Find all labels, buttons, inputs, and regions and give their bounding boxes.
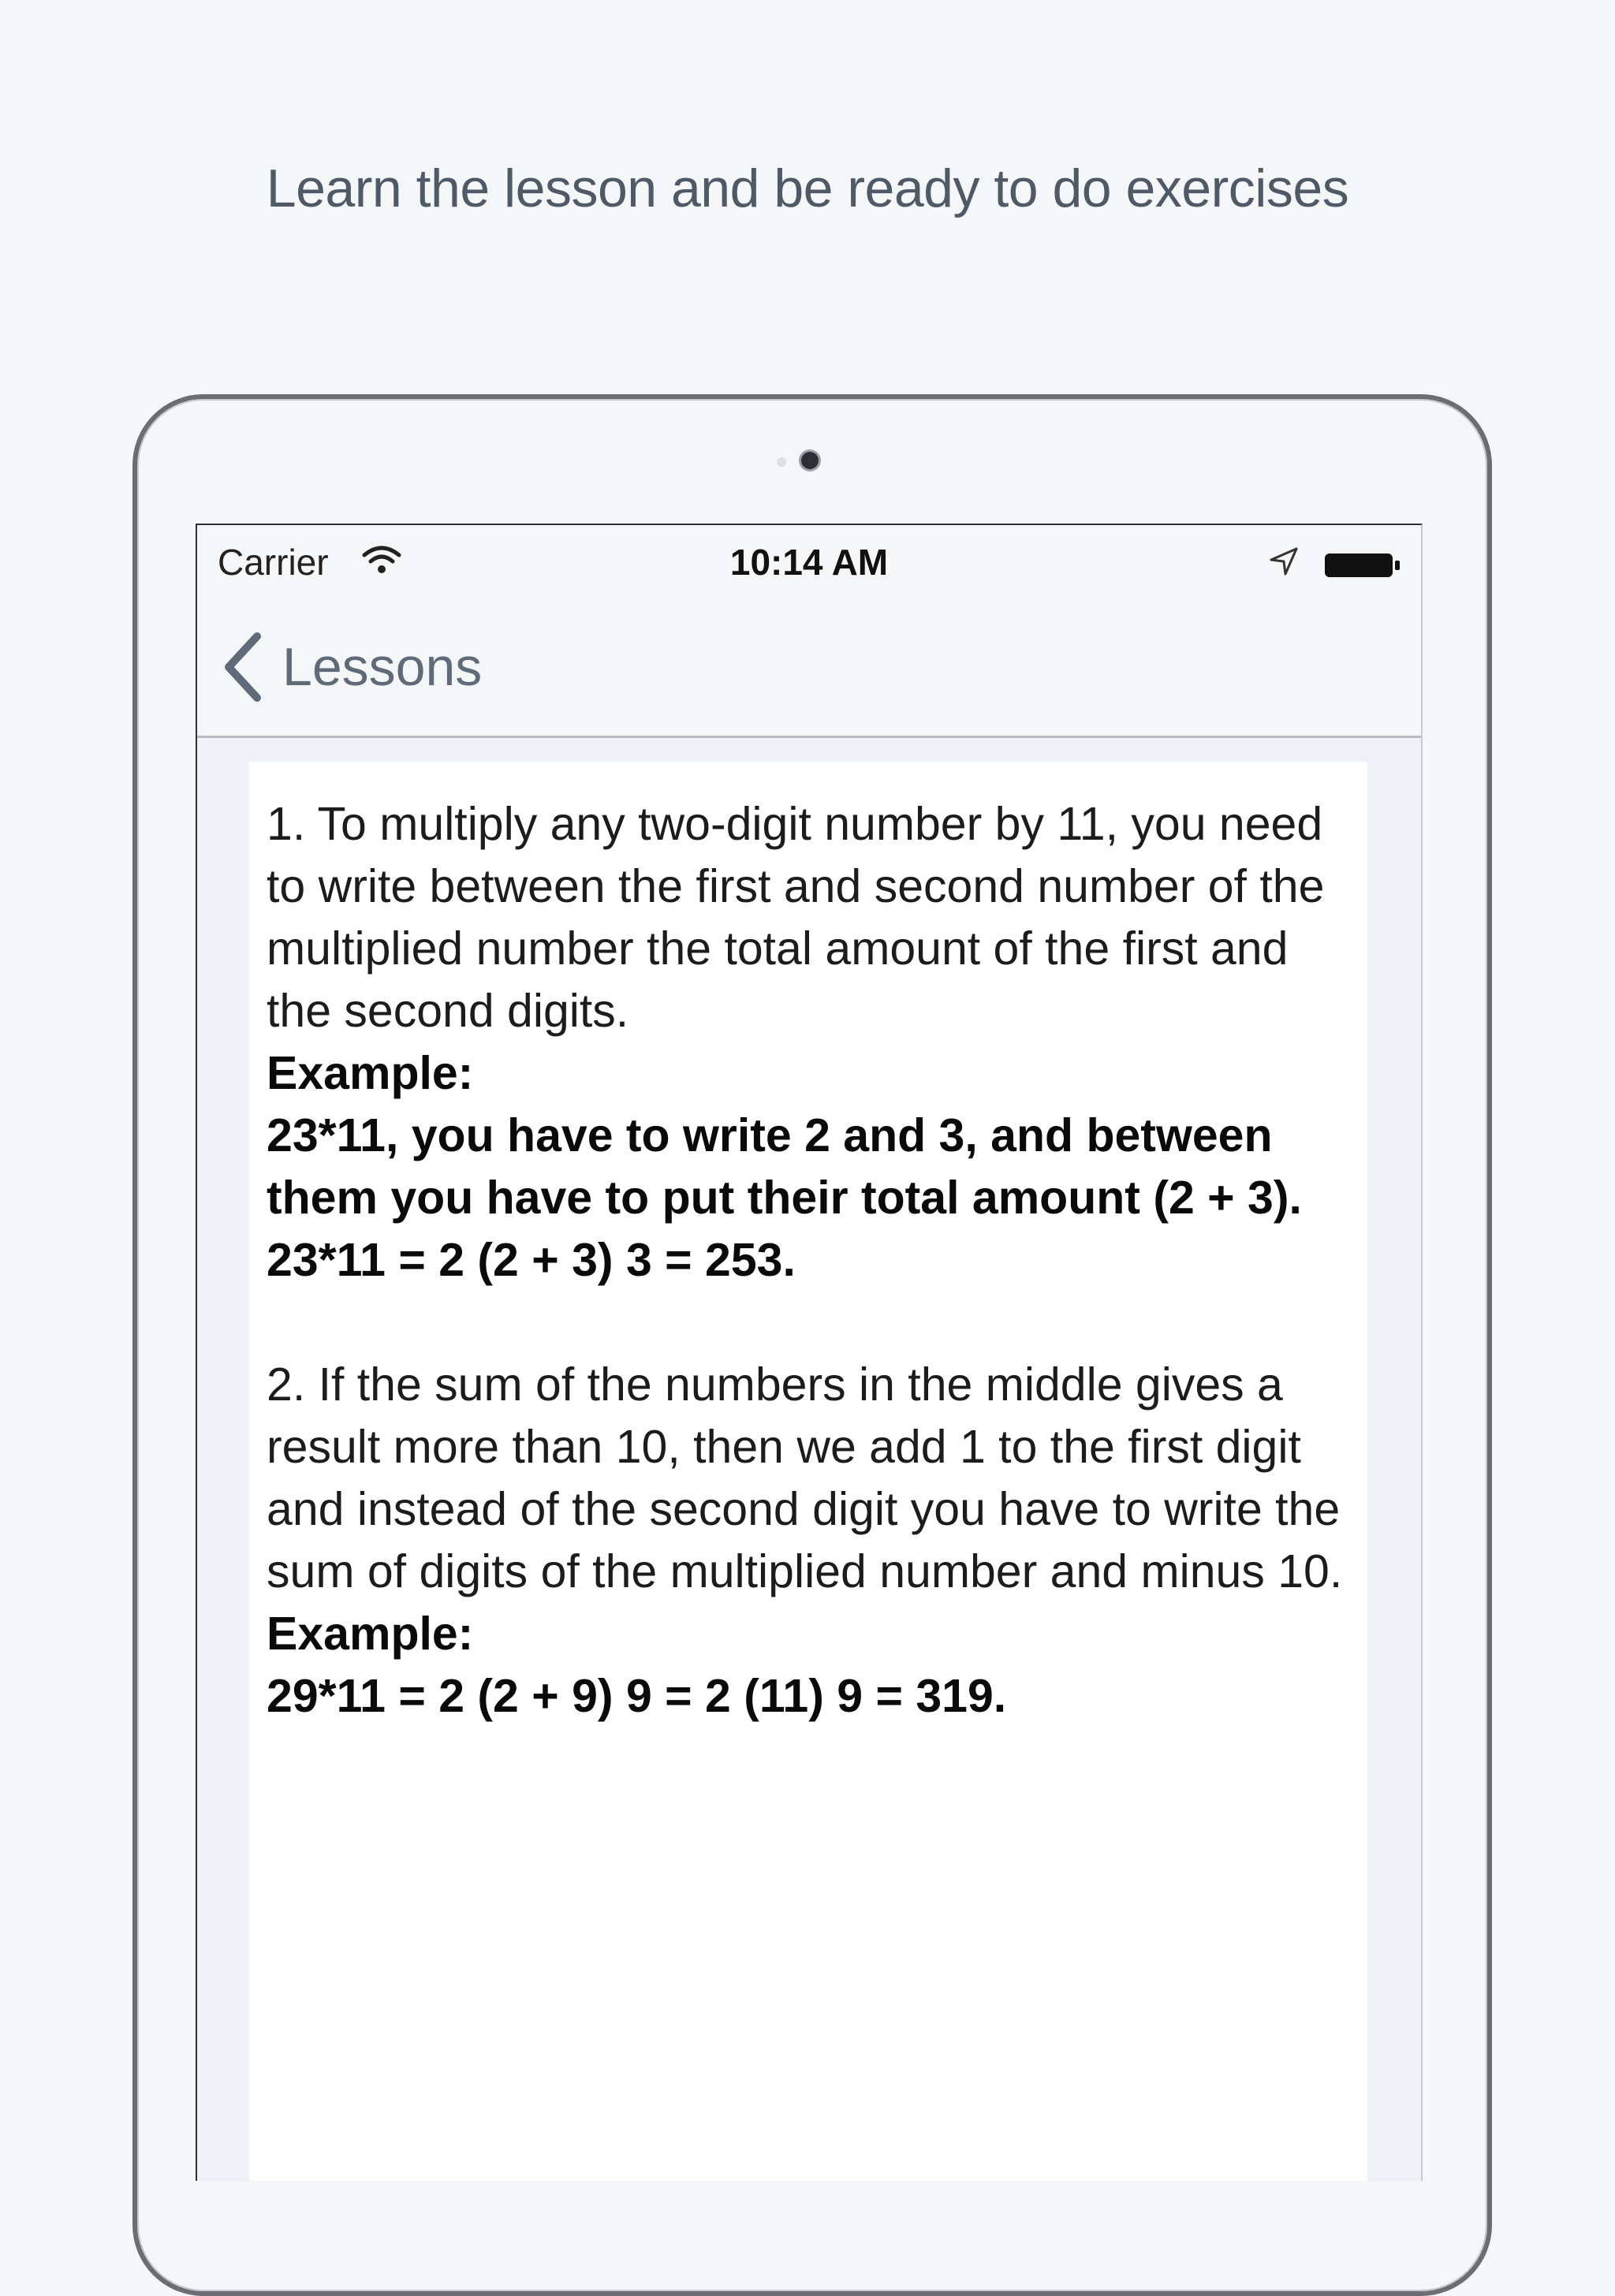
status-bar [197, 525, 1421, 596]
front-sensor [777, 457, 786, 467]
example-2-text: 29*11 = 2 (2 + 9) 9 = 2 (11) 9 = 319. [267, 1670, 1007, 1722]
back-button[interactable] [221, 628, 482, 706]
back-button-label: Lessons [282, 637, 483, 697]
lesson-rule-2: 2. If the sum of the numbers in the middle gives a result more than 10, then we add 1 to the first digit and instead of the second digit you have to write the sum of digits of the multiplied number and minus 10. [267, 1359, 1343, 1597]
paragraph-spacer [267, 1292, 1355, 1354]
lesson-content-card [249, 762, 1367, 2181]
navigation-bar [197, 596, 1421, 738]
device-screen [196, 524, 1423, 2181]
example-2-label: Example: [267, 1608, 474, 1660]
example-1-label: Example: [267, 1047, 474, 1099]
chevron-left-icon [221, 632, 265, 703]
example-1-text: 23*11, you have to write 2 and 3, and between them you have to put their total amount (2 + 3). 23*11 = 2 (2 + 3) 3 = 253. [267, 1109, 1302, 1286]
carrier-label: Carrier [218, 542, 329, 583]
camera-icon [801, 452, 819, 469]
status-time: 10:14 AM [729, 542, 889, 583]
lesson-text [267, 793, 1355, 1728]
location-arrow-icon [1268, 546, 1300, 577]
promo-caption: Learn the lesson and be ready to do exercises [266, 158, 1349, 218]
lesson-rule-1: 1. To multiply any two-digit number by 11, you need to write between the first and second number of the multiplied number the total amount of the first and the second digits. [267, 798, 1325, 1037]
battery-icon [1323, 552, 1402, 579]
